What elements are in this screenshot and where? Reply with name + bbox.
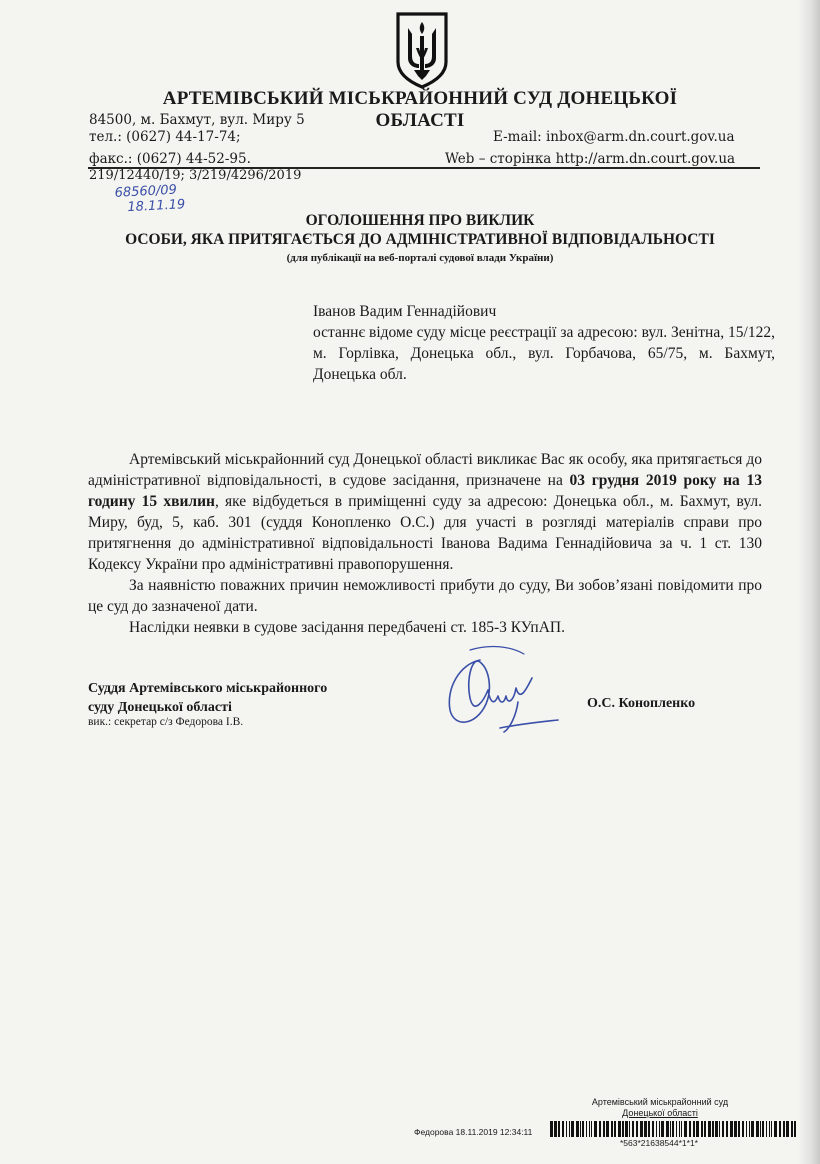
- barcode-bar: [670, 1121, 671, 1137]
- barcode-bar: [774, 1121, 777, 1137]
- court-fax: факс.: (0627) 44-52-95.: [89, 151, 251, 167]
- barcode-bar: [794, 1121, 796, 1137]
- judge-position-line2: суду Донецької області: [88, 700, 232, 715]
- document-title-line1: ОГОЛОШЕННЯ ПРО ВИКЛИК: [305, 212, 535, 229]
- handwritten-registration-note: [114, 182, 185, 216]
- barcode-bar: [606, 1121, 609, 1137]
- barcode-bar: [684, 1121, 687, 1137]
- handwritten-note-line1: 68560/09: [114, 182, 178, 201]
- notice-body: [88, 449, 762, 638]
- barcode-bar: [569, 1121, 570, 1137]
- handwritten-note-line2: 18.11.19: [127, 197, 186, 216]
- barcode-bar: [644, 1121, 647, 1137]
- barcode-bar: [679, 1121, 680, 1137]
- barcode-bar: [742, 1121, 744, 1137]
- barcode-bar: [550, 1121, 553, 1137]
- barcode-bar: [576, 1121, 579, 1137]
- court-phone: тел.: (0627) 44-17-74;: [89, 129, 241, 145]
- barcode-bar: [751, 1121, 754, 1137]
- barcode-bar: [760, 1121, 761, 1137]
- judge-position: [88, 679, 327, 717]
- barcode-bar: [599, 1121, 601, 1137]
- body-p1-end: , яке відбудеться в приміщенні суду за адресою: Донецька обл., м. Бахмут, вул. Миру, буд, 5, каб. 301 (суддя Конопленко О.С.) для участі в розгляді матеріалів справи про притягнення до адміністративної відповідальності Іванова Вадима Геннадійовича за ч. 1 ст. 130 Кодексу України про адміністративні правопорушення.: [88, 493, 762, 573]
- barcode-bar: [791, 1121, 793, 1137]
- barcode-bar: [582, 1121, 584, 1137]
- barcode-bar: [771, 1121, 772, 1137]
- barcode-number: *563*21638544*1*1*: [620, 1138, 698, 1148]
- case-numbers: 219/12440/19; 3/219/4296/2019: [89, 168, 302, 183]
- handwritten-signature: [440, 640, 560, 750]
- barcode-bar: [693, 1121, 695, 1137]
- executor-line: вик.: секретар с/з Федорова І.В.: [88, 716, 244, 728]
- barcode-bar: [734, 1121, 737, 1137]
- barcode-bar: [689, 1121, 691, 1137]
- barcode-bar: [661, 1121, 664, 1137]
- barcode-bar: [652, 1121, 654, 1137]
- barcode-bar: [566, 1121, 567, 1137]
- barcode-bar: [766, 1121, 767, 1137]
- barcode-bar: [656, 1121, 657, 1137]
- barcode-bar: [611, 1121, 613, 1137]
- barcode-bar: [636, 1121, 638, 1137]
- barcode-bar: [701, 1121, 703, 1137]
- body-paragraph-1: [88, 449, 762, 575]
- barcode-bar: [762, 1121, 764, 1137]
- barcode-bar: [786, 1121, 789, 1137]
- barcode-bar: [712, 1121, 714, 1137]
- barcode-bar: [614, 1121, 616, 1137]
- barcode-bar: [708, 1121, 711, 1137]
- barcode-bar: [722, 1121, 724, 1137]
- barcode-bar: [672, 1121, 674, 1137]
- barcode-bar: [648, 1121, 650, 1137]
- barcode-bar: [622, 1121, 624, 1137]
- barcode-bar: [591, 1121, 592, 1137]
- body-paragraph-2: За наявністю поважних причин неможливості прибути до суду, Ви зобов’язані повідомити про це суд до зазначеної дати.: [88, 577, 762, 615]
- registration-timestamp: Федорова 18.11.2019 12:34:11: [414, 1127, 533, 1137]
- barcode-bar: [676, 1121, 677, 1137]
- barcode-bar: [738, 1121, 740, 1137]
- barcode-bar: [589, 1121, 590, 1137]
- body-paragraph-3: Наслідки неявки в судове засідання передбачені ст. 185-3 КУпАП.: [129, 619, 565, 636]
- barcode-bar: [715, 1121, 718, 1137]
- barcode-bar: [681, 1121, 682, 1137]
- document-title-line2: ОСОБИ, ЯКА ПРИТЯГАЄТЬСЯ ДО АДМІНІСТРАТИВНОЇ ВІДПОВІДАЛЬНОСТІ: [125, 231, 715, 248]
- barcode-bar: [558, 1121, 560, 1137]
- court-address: 84500, м. Бахмут, вул. Миру 5: [89, 112, 305, 128]
- hearing-datetime: 03 грудня 2019 року на 13 годину 15 хвилин: [88, 472, 762, 510]
- barcode-bar: [629, 1121, 630, 1137]
- court-name-heading: АРТЕМІВСЬКИЙ МІСЬКРАЙОННИЙ СУД ДОНЕЦЬКОЇ ОБЛАСТІ: [162, 88, 678, 131]
- barcode-bar: [730, 1121, 733, 1137]
- barcode-bar: [594, 1121, 597, 1137]
- scan-edge-shadow: [798, 0, 820, 1164]
- barcode-bar: [586, 1121, 587, 1137]
- barcode-bar: [554, 1121, 557, 1137]
- barcode-bar: [746, 1121, 747, 1137]
- barcode-bar: [632, 1121, 634, 1137]
- barcode-bar: [769, 1121, 770, 1137]
- barcode-bar: [640, 1121, 643, 1137]
- barcode-bar: [659, 1121, 660, 1137]
- barcode-bar: [783, 1121, 785, 1137]
- body-p1-start: Артемівський міськрайонний суд Донецької області викликає Вас як особу, яка притягається до адміністративної відповідальності, в судове засідання, призначене на: [88, 451, 762, 489]
- recipient-registration-address: останнє відоме суду місце реєстрації за адресою: вул. Зенітна, 15/122, м. Горлівка, Донецька обл., вул. Горбачова, 65/75, м. Бахмут, Донецька обл.: [313, 324, 775, 383]
- barcode-bar: [696, 1121, 699, 1137]
- barcode-bar: [603, 1121, 605, 1137]
- judge-position-line1: Суддя Артемівського міськрайонного: [88, 681, 328, 696]
- barcode-bar: [562, 1121, 564, 1137]
- judge-name: О.С. Конопленко: [587, 696, 696, 711]
- stamp-court-line2: Донецької області: [622, 1108, 698, 1118]
- document-barcode: [550, 1121, 798, 1137]
- barcode-bar: [726, 1121, 728, 1137]
- registration-stamp-court: [590, 1097, 730, 1119]
- recipient-name: Іванов Вадим Геннадійович: [313, 303, 497, 320]
- court-website: Web – сторінка http://arm.dn.court.gov.ua: [445, 151, 736, 167]
- barcode-bar: [749, 1121, 750, 1137]
- coat-of-arms-icon: [392, 10, 452, 90]
- barcode-bar: [580, 1121, 581, 1137]
- barcode-bar: [719, 1121, 720, 1137]
- document-subtitle: (для публікації на веб-порталі судової влади України): [286, 252, 554, 264]
- barcode-bar: [625, 1121, 628, 1137]
- barcode-bar: [704, 1121, 706, 1137]
- barcode-bar: [756, 1121, 759, 1137]
- barcode-bar: [618, 1121, 621, 1137]
- stamp-court-line1: Артемівський міськрайонний суд: [591, 1097, 729, 1107]
- barcode-bar: [779, 1121, 781, 1137]
- barcode-bar: [666, 1121, 669, 1137]
- barcode-bar: [571, 1121, 574, 1137]
- court-email: E-mail: inbox@arm.dn.court.gov.ua: [493, 129, 735, 145]
